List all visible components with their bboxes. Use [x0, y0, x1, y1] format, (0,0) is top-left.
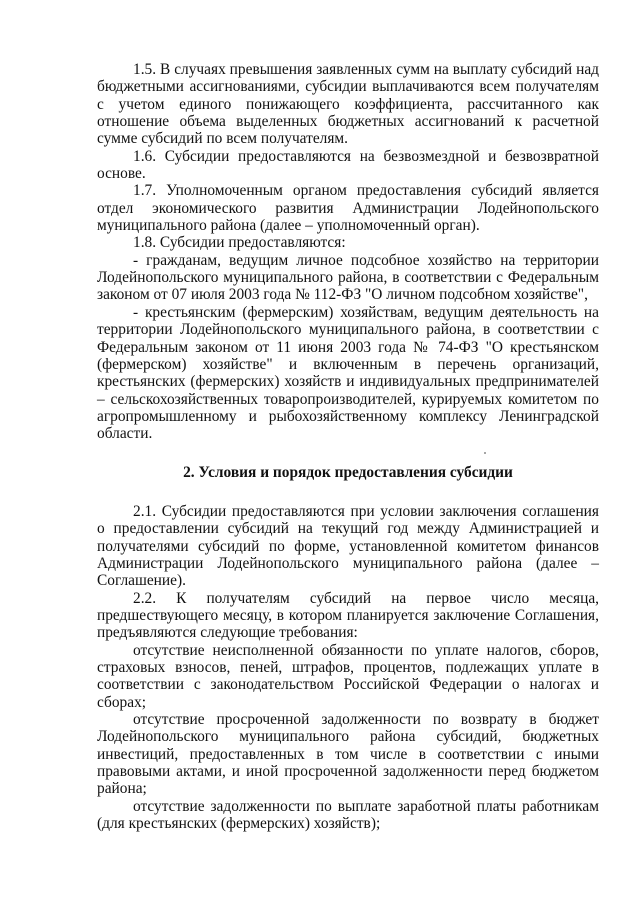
scan-speck	[484, 452, 486, 454]
paragraph-1-8: 1.8. Субсидии предоставляются:	[133, 234, 346, 252]
list-item-citizens: - гражданам, ведущим личное подсобное хозяйство на территории Лодейнопольского муниципального района, в соответствии с Федеральным законом от 07 июля 2003 года № 112-ФЗ "О личном подсобном хозяйстве",	[97, 251, 599, 304]
requirement-salary-debt: отсутствие задолженности по выплате заработной платы работникам (для крестьянских (фермерских) хозяйств);	[97, 797, 599, 833]
paragraph-1-6: 1.6. Субсидии предоставляются на безвозмездной и безвозвратной основе.	[97, 147, 599, 183]
requirement-taxes: отсутствие неисполненной обязанности по уплате налогов, сборов, страховых взносов, пеней, штрафов, процентов, подлежащих уплате в соответствии с законодательством Российской Федерации о налогах и сборах;	[97, 641, 599, 711]
section-heading: 2. Условия и порядок предоставления субсидии	[183, 463, 513, 481]
paragraph-2-2: 2.2. К получателям субсидий на первое число месяца, предшествующего месяцу, в котором планируется заключение Соглашения, предъявляются следующие требования:	[97, 589, 599, 642]
document-body	[97, 61, 599, 832]
paragraph-1-5: 1.5. В случаях превышения заявленных сумм на выплату субсидий над бюджетными ассигнованиями, субсидии выплачиваются всем получателям с учетом единого понижающего коэффициента, рассчитанного как отношение объема выделенных бюджетных ассигнований к расчетной сумме субсидий по всем получателям.	[97, 61, 599, 148]
paragraph-2-1: 2.1. Субсидии предоставляются при условии заключения соглашения о предоставлении субсидий на текущий год между Администрацией и получателями субсидий по форме, установленной комитетом финансов Администрации Лодейнопольского муниципального района (далее – Соглашение).	[97, 502, 599, 590]
paragraph-1-7: 1.7. Уполномоченным органом предоставления субсидий является отдел экономического развития Администрации Лодейнопольского муниципального района (далее – уполномоченный орган).	[97, 182, 599, 235]
list-item-farms: - крестьянским (фермерским) хозяйствам, ведущим деятельность на территории Лодейнопольского муниципального района, в соответствии с Федеральным законом от 11 июня 2003 года № 74-ФЗ "О крестьянском (фермерском) хозяйстве" и включенным в перечень организаций, крестьянских (фермерских) хозяйств и индивидуальных предпринимателей – сельскохозяйственных товаропроизводителей, курируемых комитетом по агропромышленному и рыбохозяйственному комплексу Ленинградской области.	[97, 303, 599, 443]
requirement-budget-debt: отсутствие просроченной задолженности по возврату в бюджет Лодейнопольского муниципального района субсидий, бюджетных инвестиций, предоставленных в том числе в соответствии с иными правовыми актами, и иной просроченной задолженности перед бюджетом района;	[97, 711, 599, 798]
